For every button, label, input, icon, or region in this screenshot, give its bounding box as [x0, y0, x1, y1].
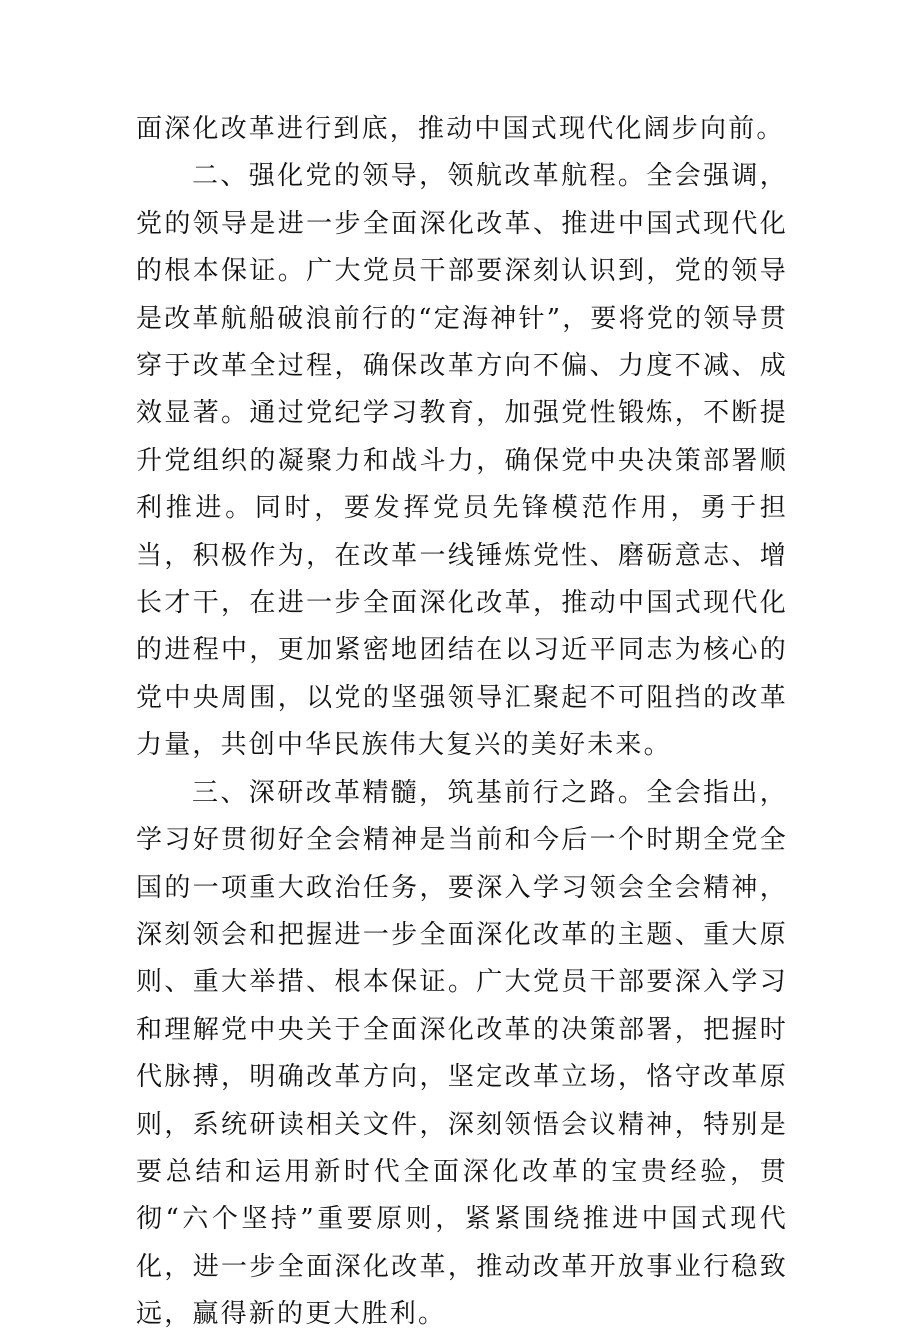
document-body: [136, 106, 788, 1339]
paragraph-section-three: 三、深研改革精髓，筑基前行之路。全会指出，学习好贯彻好全会精神是当前和今后一个时期全党全国的一项重大政治任务，要深入学习领会全会精神，深刻领会和把握进一步全面深化改革的主题、重大原则、重大举措、根本保证。广大党员干部要深入学习和理解党中央关于全面深化改革的决策部署，把握时代脉搏，明确改革方向，坚定改革立场，恪守改革原则，系统研读相关文件，深刻领悟会议精神，特别是要总结和运用新时代全面深化改革的宝贵经验，贯彻“六个坚持”重要原则，紧紧围绕推进中国式现代化，进一步全面深化改革，推动改革开放事业行稳致远，赢得新的更大胜利。: [136, 777, 788, 1330]
paragraph-continuation: 面深化改革进行到底，推动中国式现代化阔步向前。: [136, 114, 785, 144]
paragraph-section-two: 二、强化党的领导，领航改革航程。全会强调，党的领导是进一步全面深化改革、推进中国式现代化的根本保证。广大党员干部要深刻认识到，党的领导是改革航船破浪前行的“定海神针”，要将党的领导贯穿于改革全过程，确保改革方向不偏、力度不减、成效显著。通过党纪学习教育，加强党性锻炼，不断提升党组织的凝聚力和战斗力，确保党中央决策部署顺利推进。同时，要发挥党员先锋模范作用，勇于担当，积极作为，在改革一线锤炼党性、磨砺意志、增长才干，在进一步全面深化改革，推动中国式现代化的进程中，更加紧密地团结在以习近平同志为核心的党中央周围，以党的坚强领导汇聚起不可阻挡的改革力量，共创中华民族伟大复兴的美好未来。: [136, 161, 788, 761]
